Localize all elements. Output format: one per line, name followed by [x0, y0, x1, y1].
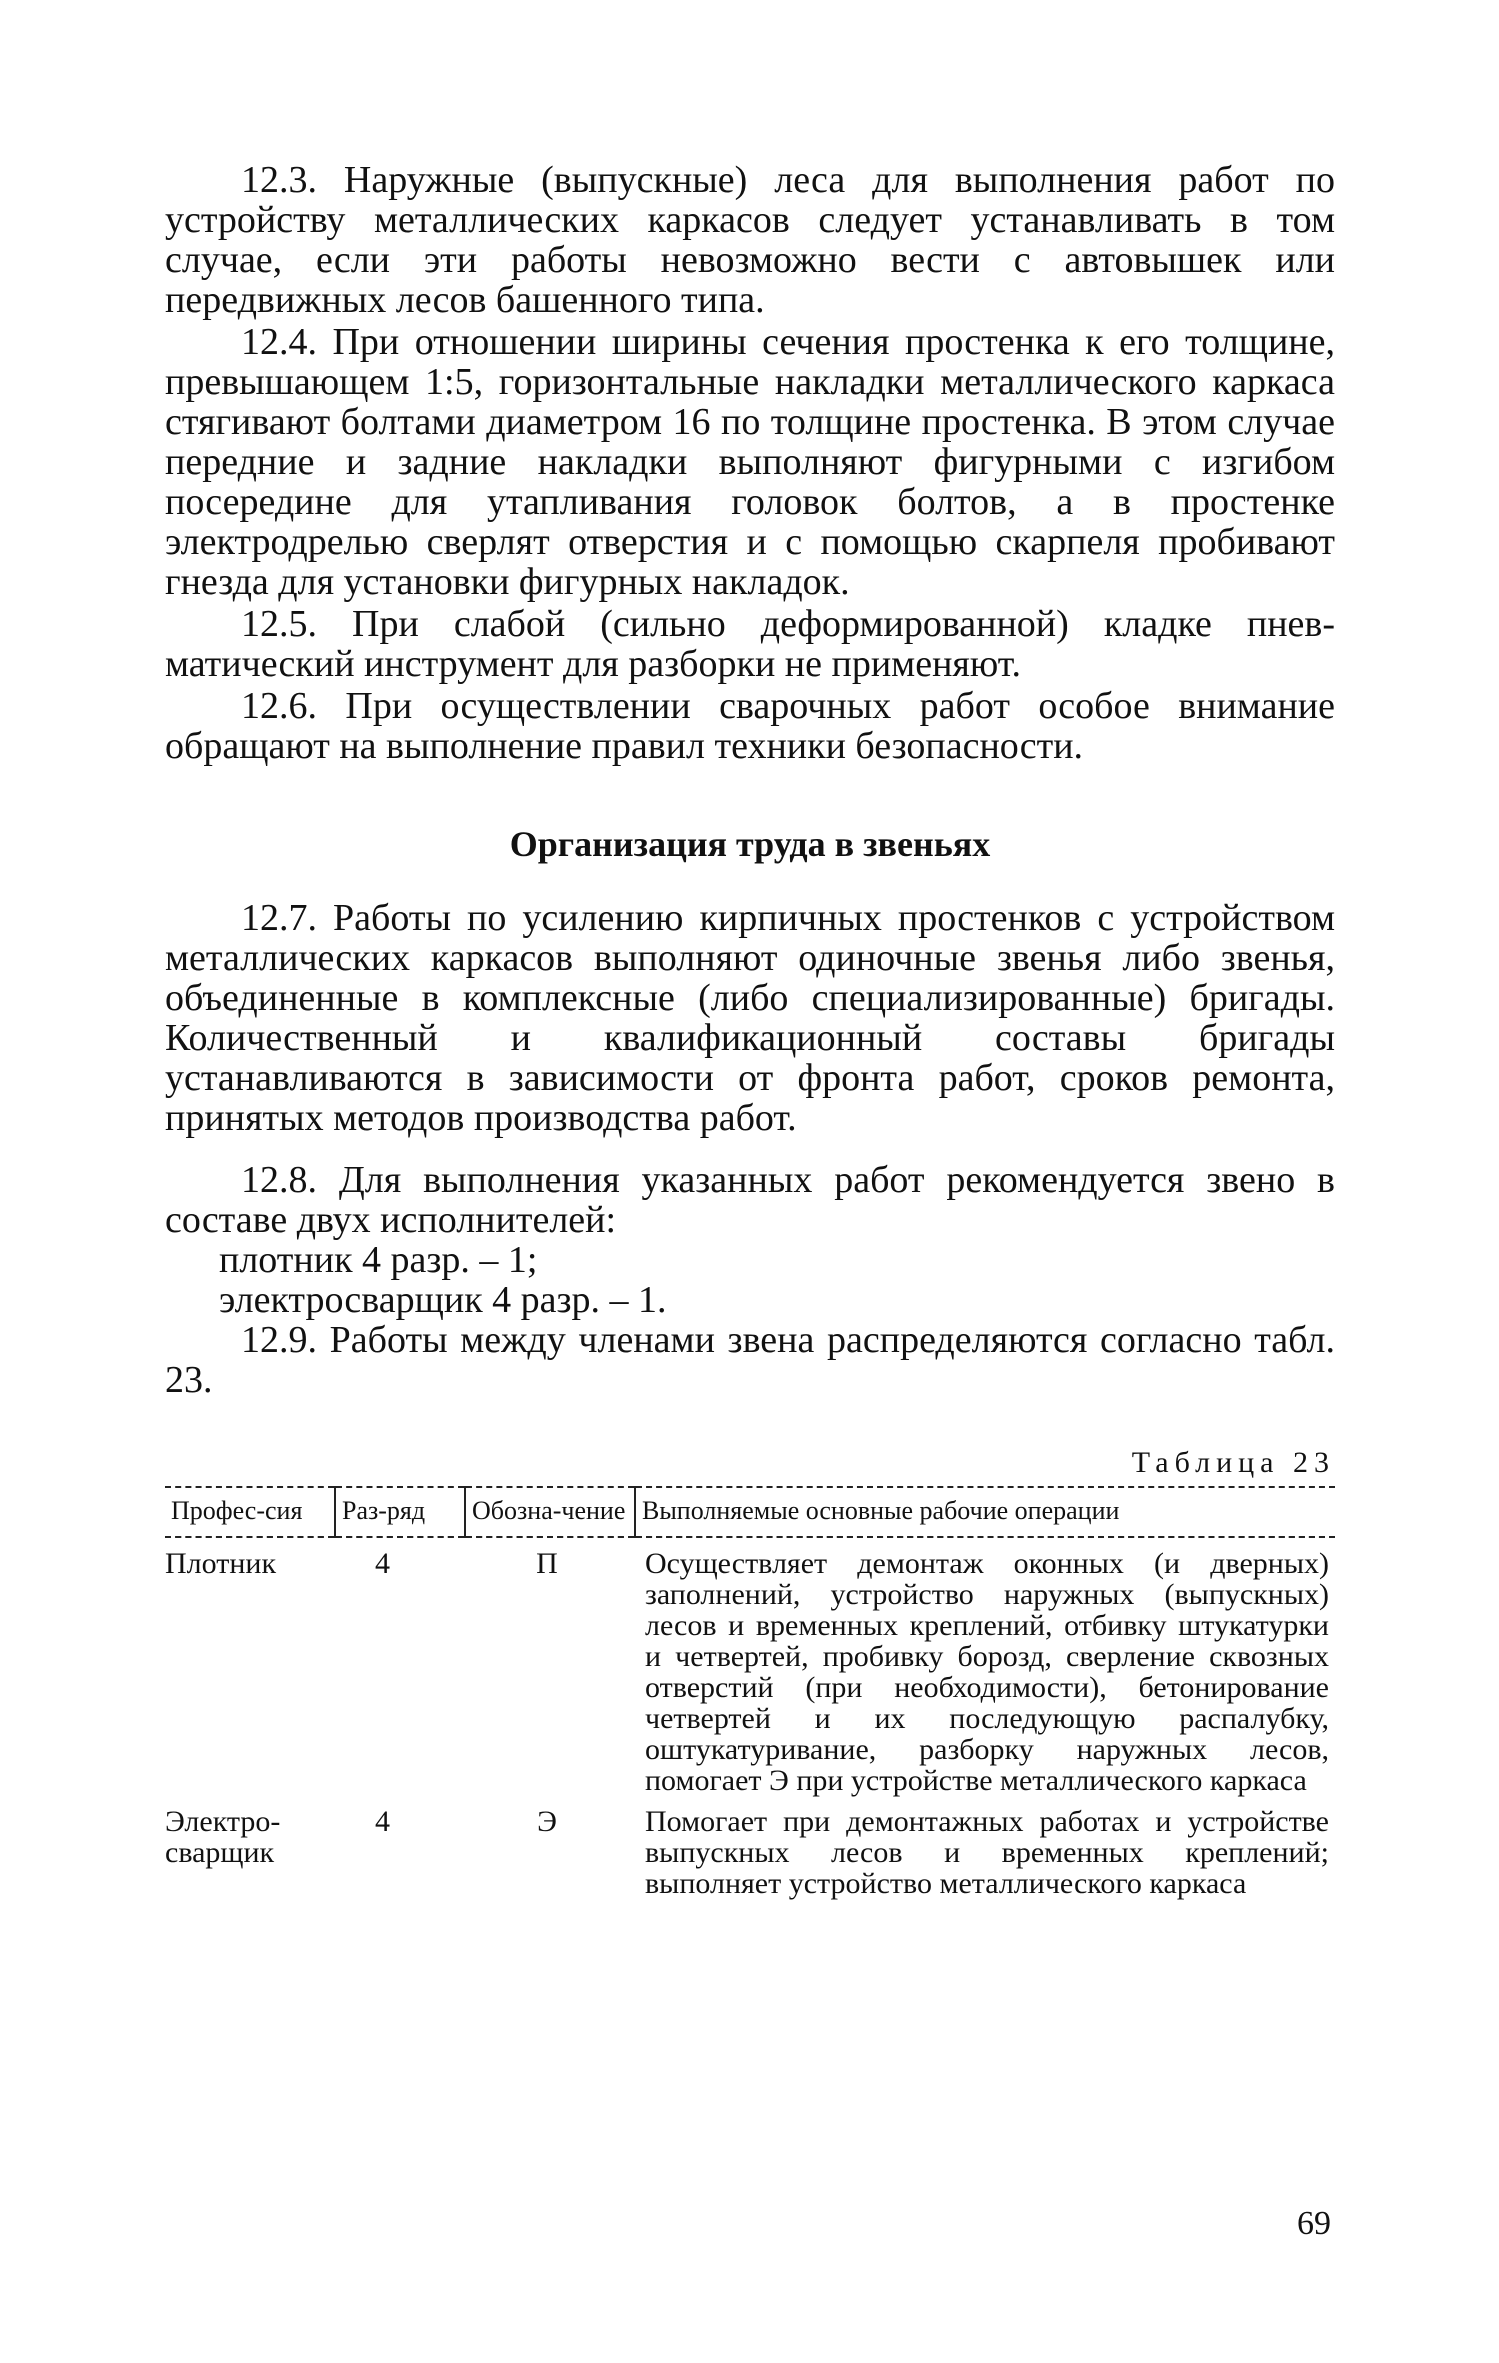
- table-caption: Таблица 23: [1131, 1446, 1335, 1479]
- header-designation: Обозна-чение: [465, 1487, 635, 1537]
- header-profession: Профес-сия: [165, 1487, 335, 1537]
- paragraph-12-8: 12.8. Для выполнения указанных работ рекомендуется звено в составе двух исполнителей:: [165, 1159, 1335, 1241]
- header-operations: Выполняемые основные рабочие операции: [635, 1487, 1335, 1537]
- paragraph-12-3: 12.3. Наружные (выпускные) леса для выполнения работ по устройству металлических каркасов следует устанавливать в том случае, если эти работы невозможно вести с автовышек или передвижных лесов башенного типа.: [165, 159, 1335, 321]
- cell-profession: Плотник: [165, 1547, 277, 1580]
- staff-list: [165, 1240, 1335, 1320]
- work-distribution-table: [165, 1486, 1335, 1899]
- staff-line-welder: электросварщик 4 разр. – 1.: [219, 1279, 667, 1321]
- table-row: [165, 1796, 1335, 1899]
- paragraph-12-5: 12.5. При слабой (сильно деформированной) кладке пневматический инструмент для разборки не применяют.: [165, 603, 1335, 685]
- table-header-row: [165, 1487, 1335, 1537]
- header-grade: Раз-ряд: [335, 1487, 465, 1537]
- cell-operations: Помогает при демонтажных работах и устройстве выпускных лесов и временных креплений; выполняет устройство металлического каркаса: [645, 1805, 1329, 1900]
- table-row: [165, 1537, 1335, 1796]
- staff-line-carpenter: плотник 4 разр. – 1;: [219, 1239, 538, 1281]
- paragraph-12-4: 12.4. При отношении ширины сечения простенка к его толщине, превышающем 1:5, горизонтальные накладки металлического каркаса стягивают болтами диаметром 16 по толщине простенка. В этом случае передние и задние накладки выполняют фигурными с изгибом посередине для утапливания головок болтов, а в простенке электродрелью сверлят отверстия и с помощью скарпеля пробивают гнезда для установки фигурных накладок.: [165, 321, 1335, 603]
- cell-operations: Осуществляет демонтаж оконных (и дверных) заполнений, устройство наружных (выпускных) лесов и временных креплений, отбивку штукатурки и четвертей, пробивку борозд, сверление сквозных отверстий (при необходимости), бетонирование четвертей и их последующую распалубку, оштукатуривание, разборку наружных лесов, помогает Э при устройстве металлического каркаса: [645, 1547, 1329, 1797]
- cell-designation: Э: [537, 1805, 557, 1838]
- cell-designation: П: [536, 1547, 558, 1580]
- section-heading: Организация труда в звеньях: [509, 824, 991, 864]
- page-content: [165, 160, 1335, 1899]
- cell-grade: 4: [375, 1547, 390, 1580]
- cell-grade: 4: [375, 1805, 390, 1838]
- page-number: 69: [1297, 2205, 1331, 2242]
- cell-profession: Электро-сварщик: [165, 1805, 281, 1869]
- paragraph-12-7: 12.7. Работы по усилению кирпичных простенков с устройством металлических каркасов выполняют одиночные звенья либо звенья, объединенные в комплексные (либо специализированные) бригады. Количественный и квалификационный составы бригады устанавливаются в зависимости от фронта работ, сроков ремонта, принятых методов производства работ.: [165, 897, 1335, 1139]
- paragraph-12-6: 12.6. При осуществлении сварочных работ особое внимание обращают на выполнение правил техники безопасности.: [165, 685, 1335, 767]
- paragraph-12-9: 12.9. Работы между членами звена распределяются согласно табл. 23.: [165, 1319, 1335, 1401]
